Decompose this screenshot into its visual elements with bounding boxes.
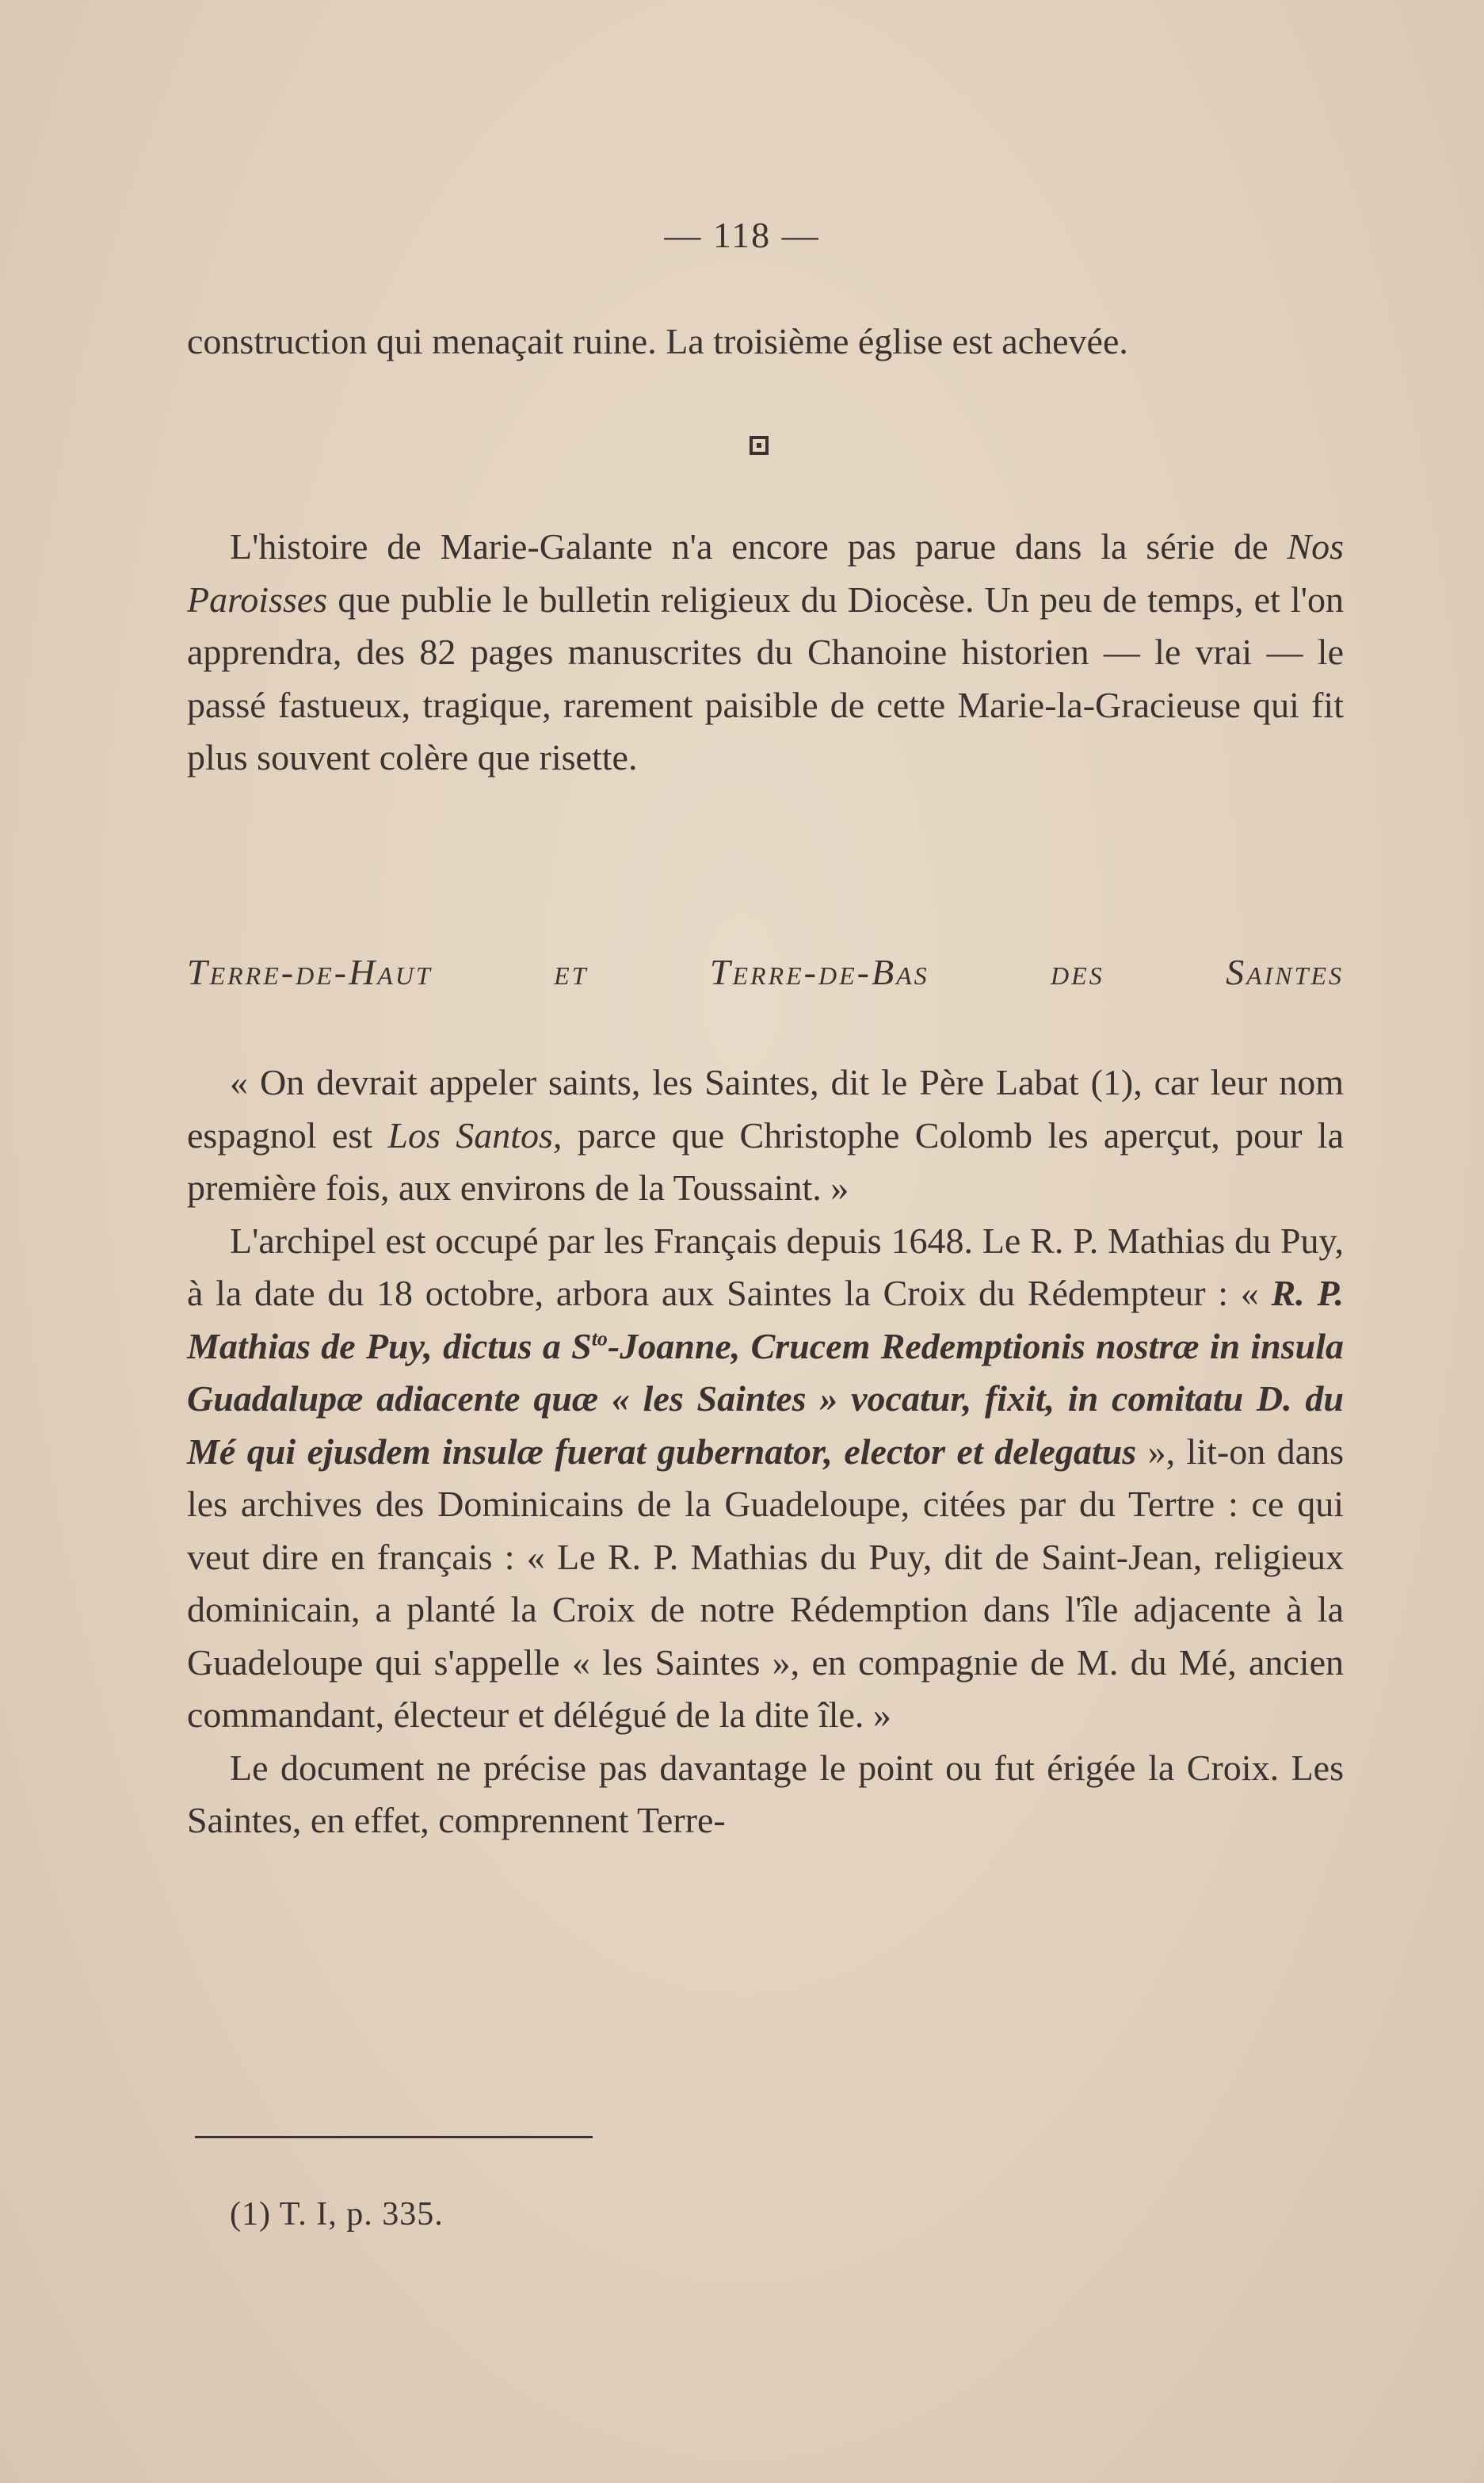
paragraph-2-title: Nos Paroisses xyxy=(187,526,1344,620)
paragraph-3 xyxy=(187,1056,1344,1215)
paragraph-2-before: L'histoire de Marie-Galante n'a encore pas parue dans la série de xyxy=(230,526,1288,567)
latin-quote-1: R. P. Mathias de Puy, dictus a S xyxy=(187,1273,1344,1366)
paragraph-4-before: L'archipel est occupé par les Français depuis 1648. Le R. P. Mathias du Puy, à la date du 18 octobre, arbora aux Saintes la Croix du Rédempteur : « xyxy=(187,1220,1344,1313)
latin-quote-sup: to xyxy=(591,1327,608,1350)
footnote-divider xyxy=(195,2136,593,2138)
section-heading: Terre-de-Haut et Terre-de-Bas des Saintes xyxy=(187,952,1344,992)
latin-quote-2: -Joanne, Crucem Redemptionis nostræ in insula Guadalupæ adiacente quæ xyxy=(187,1325,1344,1419)
paragraph-3-after: parce que Christophe Colomb les aperçut, pour la première fois, aux environs de la Toussaint. » xyxy=(187,1114,1344,1208)
paragraph-4 xyxy=(187,1215,1344,1742)
paragraph-marie-galante xyxy=(187,521,1344,785)
paragraph-4-after: », lit-on dans les archives des Dominicains de la Guadeloupe, citées par du Tertre : ce qui veut dire en français : « Le R. P. Mathias du Puy, dit de Saint-Jean, religieux dominicain, a planté la Croix de notre Rédemption dans l'île adjacente à la Guadeloupe qui s'appelle « les Saintes », en compagnie de M. du Mé, ancien commandant, électeur et délégué de la dite île. » xyxy=(187,1431,1345,1735)
footnote: (1) T. I, p. 335. xyxy=(230,2196,444,2233)
paragraph-3-spanish: Los Santos, xyxy=(387,1114,563,1156)
paragraph-3-before: « On devrait appeler saints, les Saintes, dit le Père Labat (1), car leur nom espagnol est xyxy=(187,1062,1344,1156)
paragraph-5: Le document ne précise pas davantage le point ou fut érigée la Croix. Les Saintes, en effet, comprennent Terre- xyxy=(187,1747,1344,1840)
paragraph-2-after: que publie le bulletin religieux du Diocèse. Un peu de temps, et l'on apprendra, des 82 pages manuscrites du Chanoine historien — le vrai — le passé fastueux, tragique, rarement paisible de cette Marie-la-Gracieuse qui fit plus souvent colère que risette. xyxy=(187,579,1344,777)
latin-quote-mid-2: » xyxy=(806,1378,852,1419)
paragraph-continuation xyxy=(187,315,1344,369)
section-body xyxy=(187,1056,1344,1847)
square-ornament-icon xyxy=(750,436,769,455)
page-number: — 118 — xyxy=(664,215,820,255)
paragraph-2 xyxy=(187,521,1344,785)
latin-quote-mid-1: « xyxy=(598,1378,643,1419)
latin-quote-4: vocatur, fixit, in comitatu D. du Mé qui ejusdem insulæ fuerat gubernator, elector et delegatus xyxy=(187,1378,1344,1472)
paragraph-1: construction qui menaçait ruine. La troisième église est achevée. xyxy=(187,321,1128,361)
latin-quote-3: les Saintes xyxy=(643,1378,807,1419)
